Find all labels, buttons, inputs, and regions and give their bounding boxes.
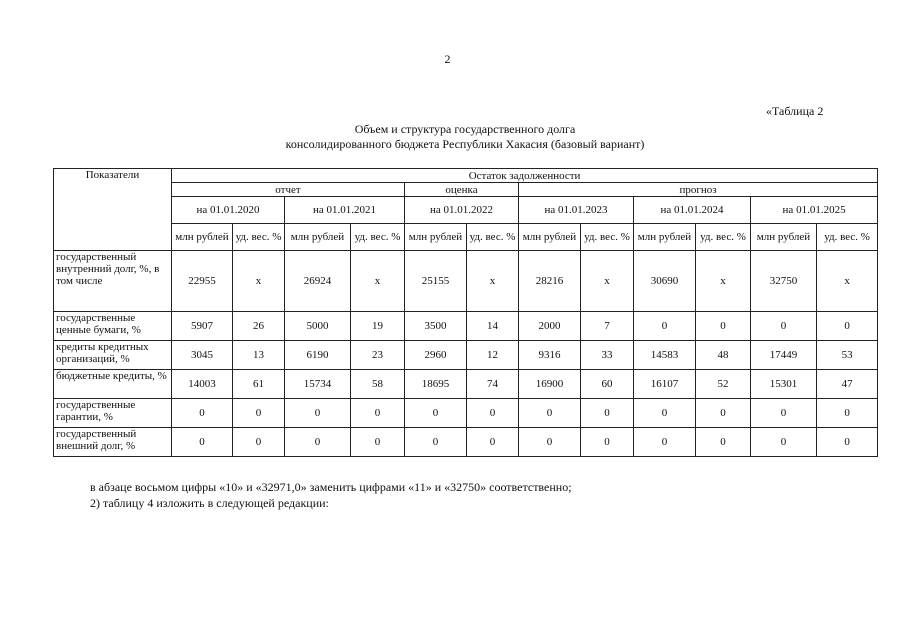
date-header: на 01.01.2022 [405,197,519,224]
table-row [54,370,878,399]
table-cell: 16900 [519,370,581,399]
title-line-1: Объем и структура государственного долга [354,122,576,136]
table-cell: 0 [467,428,519,457]
table-cell: 48 [696,341,751,370]
row-label: бюджетные кредиты, % [54,370,172,399]
table-cell: 0 [696,399,751,428]
table-cell: 23 [351,341,405,370]
unit-amount-header: млн рублей [634,224,696,251]
row-label: государственный внутренний долг, %, в том числе [54,251,172,312]
unit-amount-header: млн рублей [751,224,817,251]
table-cell: 2000 [519,312,581,341]
table-cell: 0 [233,399,285,428]
table-cell: x [233,251,285,312]
table-cell: 14003 [172,370,233,399]
table-cell: 0 [172,399,233,428]
paragraph-1: в абзаце восьмом цифры «10» и «32971,0» заменить цифрами «11» и «32750» соответственно; [90,480,572,494]
table-row [54,312,878,341]
table-cell: 61 [233,370,285,399]
table-cell: 32750 [751,251,817,312]
table-cell: 0 [519,399,581,428]
table-cell: 26924 [285,251,351,312]
category-header: оценка [405,183,519,197]
unit-amount-header: млн рублей [519,224,581,251]
table-cell: 13 [233,341,285,370]
row-label: государственный внешний долг, % [54,428,172,457]
table-cell: 33 [581,341,634,370]
table-cell: 0 [696,312,751,341]
table-cell: 0 [285,399,351,428]
date-header: на 01.01.2020 [172,197,285,224]
table-cell: 0 [467,399,519,428]
table-cell: 47 [817,370,878,399]
table-cell: 0 [351,399,405,428]
table-cell: 0 [285,428,351,457]
table-cell: 17449 [751,341,817,370]
table-cell: 15734 [285,370,351,399]
table-cell: 0 [405,399,467,428]
unit-share-header: уд. вес. % [696,224,751,251]
paragraph-2: 2) таблицу 4 изложить в следующей редакции: [90,496,329,510]
table-cell: 0 [634,312,696,341]
page-number: 2 [444,52,451,66]
group-header: Остаток задолженности [172,169,878,183]
table-cell: 3045 [172,341,233,370]
title-line-2: консолидированного бюджета Республики Хакасия (базовый вариант) [285,137,645,151]
table-row [54,251,878,312]
table-cell: 28216 [519,251,581,312]
unit-share-header: уд. вес. % [467,224,519,251]
table-cell: 0 [696,428,751,457]
indicator-header: Показатели [54,169,172,251]
table-cell: 0 [581,399,634,428]
table-label: «Таблица 2 [766,104,824,118]
table-cell: 0 [519,428,581,457]
table-cell: 5907 [172,312,233,341]
table-cell: 15301 [751,370,817,399]
table-cell: 58 [351,370,405,399]
row-label: государственные гарантии, % [54,399,172,428]
table-cell: 5000 [285,312,351,341]
table-cell: 30690 [634,251,696,312]
table-cell: 14583 [634,341,696,370]
category-header: отчет [172,183,405,197]
category-header: прогноз [519,183,878,197]
table-cell: 0 [751,312,817,341]
table-cell: 18695 [405,370,467,399]
table-cell: 6190 [285,341,351,370]
table-cell: 0 [405,428,467,457]
table-cell: 0 [634,399,696,428]
table-cell: x [696,251,751,312]
table-cell: 53 [817,341,878,370]
table-cell: 52 [696,370,751,399]
table-cell: 0 [634,428,696,457]
table-cell: 0 [172,428,233,457]
table-cell: 16107 [634,370,696,399]
table-cell: x [467,251,519,312]
table-cell: 0 [817,399,878,428]
row-label: кредиты кредитных организаций, % [54,341,172,370]
table-cell: x [817,251,878,312]
unit-amount-header: млн рублей [285,224,351,251]
table-cell: 0 [233,428,285,457]
unit-share-header: уд. вес. % [351,224,405,251]
table-cell: 3500 [405,312,467,341]
table-cell: 7 [581,312,634,341]
table-cell: 60 [581,370,634,399]
table-cell: 0 [751,428,817,457]
table-title [0,122,905,152]
unit-share-header: уд. вес. % [581,224,634,251]
table-cell: 26 [233,312,285,341]
table-cell: x [581,251,634,312]
unit-share-header: уд. вес. % [233,224,285,251]
debt-table [53,168,878,457]
table-cell: 0 [581,428,634,457]
table-cell: 22955 [172,251,233,312]
table-cell: 0 [351,428,405,457]
table-cell: 19 [351,312,405,341]
table-row [54,341,878,370]
table-cell: x [351,251,405,312]
table-cell: 9316 [519,341,581,370]
date-header: на 01.01.2021 [285,197,405,224]
date-header: на 01.01.2023 [519,197,634,224]
table-cell: 2960 [405,341,467,370]
unit-share-header: уд. вес. % [817,224,878,251]
table-cell: 0 [817,428,878,457]
unit-amount-header: млн рублей [172,224,233,251]
table-cell: 14 [467,312,519,341]
date-header: на 01.01.2025 [751,197,878,224]
unit-amount-header: млн рублей [405,224,467,251]
table-cell: 25155 [405,251,467,312]
table-cell: 0 [751,399,817,428]
date-header: на 01.01.2024 [634,197,751,224]
row-label: государственные ценные бумаги, % [54,312,172,341]
table-cell: 12 [467,341,519,370]
table-cell: 0 [817,312,878,341]
table-row [54,428,878,457]
table-cell: 74 [467,370,519,399]
table-row [54,399,878,428]
